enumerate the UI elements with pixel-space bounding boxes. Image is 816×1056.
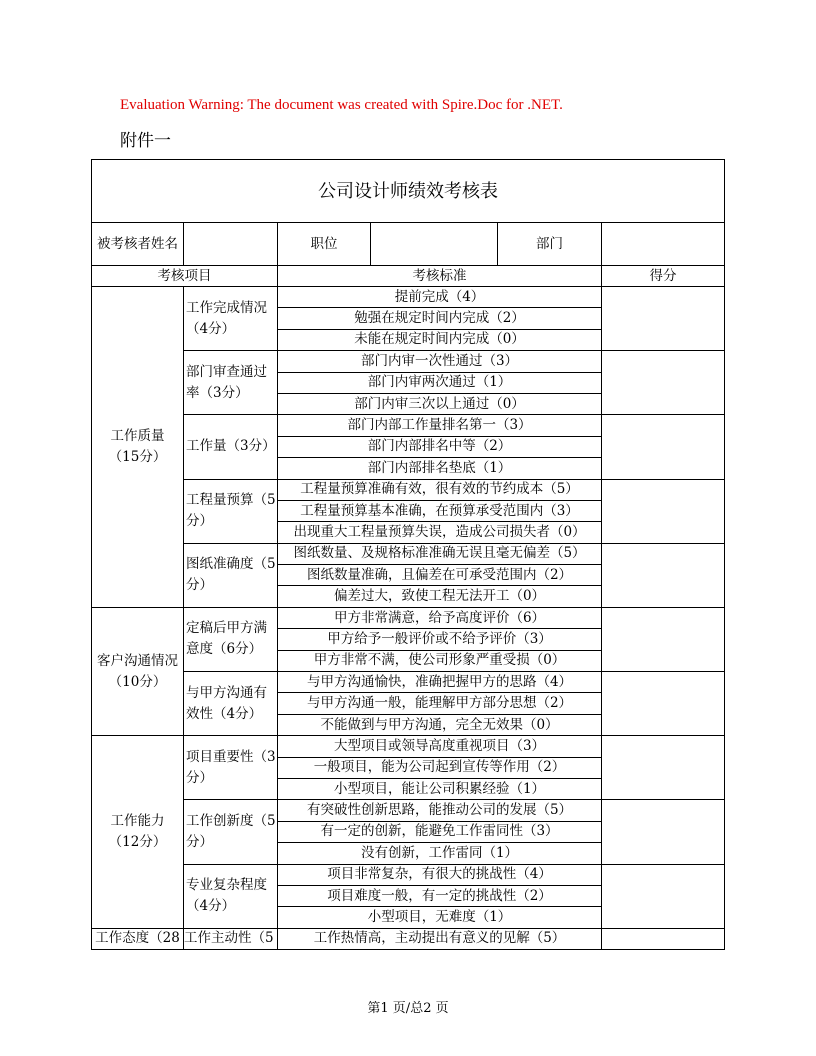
score-cell[interactable] xyxy=(602,351,725,415)
table-title: 公司设计师绩效考核表 xyxy=(92,160,725,223)
table-row xyxy=(92,607,725,628)
subitem-cell: 工作主动性（5 xyxy=(184,928,278,949)
subitem-cell: 定稿后甲方满意度（6分） xyxy=(184,607,278,671)
criterion-cell: 未能在规定时间内完成（0） xyxy=(278,329,602,350)
score-cell[interactable] xyxy=(602,672,725,736)
table-row xyxy=(92,415,725,436)
table-row xyxy=(92,736,725,757)
name-label: 被考核者姓名 xyxy=(92,223,184,266)
criterion-cell: 部门内审一次性通过（3） xyxy=(278,351,602,372)
criterion-cell: 大型项目或领导高度重视项目（3） xyxy=(278,736,602,757)
criterion-cell: 部门内部排名垫底（1） xyxy=(278,458,602,479)
criterion-cell: 一般项目，能为公司起到宣传等作用（2） xyxy=(278,757,602,778)
evaluation-warning: Evaluation Warning: The document was created with Spire.Doc for .NET. xyxy=(120,97,563,113)
category-cell: 工作质量（15分） xyxy=(92,287,184,608)
header-item: 考核项目 xyxy=(92,266,278,287)
criterion-cell: 部门内审两次通过（1） xyxy=(278,372,602,393)
criterion-cell: 勉强在规定时间内完成（2） xyxy=(278,308,602,329)
category-cell: 工作态度（28 xyxy=(92,928,184,949)
score-cell[interactable] xyxy=(602,415,725,479)
criterion-cell: 工程量预算准确有效，很有效的节约成本（5） xyxy=(278,479,602,500)
criterion-cell: 项目难度一般，有一定的挑战性（2） xyxy=(278,885,602,906)
table-row xyxy=(92,672,725,693)
criterion-cell: 项目非常复杂，有很大的挑战性（4） xyxy=(278,864,602,885)
score-cell[interactable] xyxy=(602,479,725,543)
subitem-cell: 工程量预算（5分） xyxy=(184,479,278,543)
criterion-cell: 偏差过大，致使工程无法开工（0） xyxy=(278,586,602,607)
criterion-cell: 与甲方沟通一般，能理解甲方部分思想（2） xyxy=(278,693,602,714)
score-cell[interactable] xyxy=(602,543,725,607)
criterion-cell: 没有创新，工作雷同（1） xyxy=(278,843,602,864)
criterion-cell: 工程量预算基本准确，在预算承受范围内（3） xyxy=(278,500,602,521)
criterion-cell: 图纸数量、及规格标准准确无误且毫无偏差（5） xyxy=(278,543,602,564)
dept-label: 部门 xyxy=(498,223,602,266)
score-cell[interactable] xyxy=(602,864,725,928)
evaluation-table xyxy=(91,159,725,950)
page-footer: 第1 页/总2 页 xyxy=(367,1001,449,1016)
subitem-cell: 专业复杂程度（4分） xyxy=(184,864,278,928)
criterion-cell: 甲方非常不满，使公司形象严重受损（0） xyxy=(278,650,602,671)
criterion-cell: 甲方非常满意，给予高度评价（6） xyxy=(278,607,602,628)
subitem-cell: 部门审查通过率（3分） xyxy=(184,351,278,415)
score-cell[interactable] xyxy=(602,736,725,800)
subitem-cell: 项目重要性（3分） xyxy=(184,736,278,800)
criterion-cell: 有一定的创新，能避免工作雷同性（3） xyxy=(278,821,602,842)
criterion-cell: 部门内部工作量排名第一（3） xyxy=(278,415,602,436)
criterion-cell: 部门内部排名中等（2） xyxy=(278,436,602,457)
score-cell[interactable] xyxy=(602,928,725,949)
table-row xyxy=(92,287,725,308)
criterion-cell: 工作热情高，主动提出有意义的见解（5） xyxy=(278,928,602,949)
criterion-cell: 部门内审三次以上通过（0） xyxy=(278,393,602,414)
category-cell: 客户沟通情况（10分） xyxy=(92,607,184,735)
attachment-label: 附件一 xyxy=(120,131,171,151)
table-row xyxy=(92,928,725,949)
subitem-cell: 工作量（3分） xyxy=(184,415,278,479)
score-cell[interactable] xyxy=(602,800,725,864)
table-row xyxy=(92,543,725,564)
criterion-cell: 甲方给予一般评价或不给予评价（3） xyxy=(278,629,602,650)
score-cell[interactable] xyxy=(602,287,725,351)
category-cell: 工作能力（12分） xyxy=(92,736,184,929)
criterion-cell: 提前完成（4） xyxy=(278,287,602,308)
dept-field[interactable] xyxy=(602,223,725,266)
subitem-cell: 与甲方沟通有效性（4分） xyxy=(184,672,278,736)
criterion-cell: 小型项目，能让公司积累经验（1） xyxy=(278,778,602,799)
table-row xyxy=(92,351,725,372)
table-row xyxy=(92,864,725,885)
criterion-cell: 有突破性创新思路，能推动公司的发展（5） xyxy=(278,800,602,821)
header-score: 得分 xyxy=(602,266,725,287)
table-row xyxy=(92,479,725,500)
score-cell[interactable] xyxy=(602,607,725,671)
header-standard: 考核标准 xyxy=(278,266,602,287)
subitem-cell: 工作完成情况（4分） xyxy=(184,287,278,351)
criterion-cell: 图纸数量准确，且偏差在可承受范围内（2） xyxy=(278,565,602,586)
criterion-cell: 与甲方沟通愉快，准确把握甲方的思路（4） xyxy=(278,672,602,693)
position-label: 职位 xyxy=(278,223,371,266)
criterion-cell: 不能做到与甲方沟通，完全无效果（0） xyxy=(278,714,602,735)
criterion-cell: 小型项目，无难度（1） xyxy=(278,907,602,928)
subitem-cell: 图纸准确度（5分） xyxy=(184,543,278,607)
name-field[interactable] xyxy=(184,223,278,266)
position-field[interactable] xyxy=(371,223,498,266)
table-row xyxy=(92,800,725,821)
subitem-cell: 工作创新度（5分） xyxy=(184,800,278,864)
criterion-cell: 出现重大工程量预算失误，造成公司损失者（0） xyxy=(278,522,602,543)
